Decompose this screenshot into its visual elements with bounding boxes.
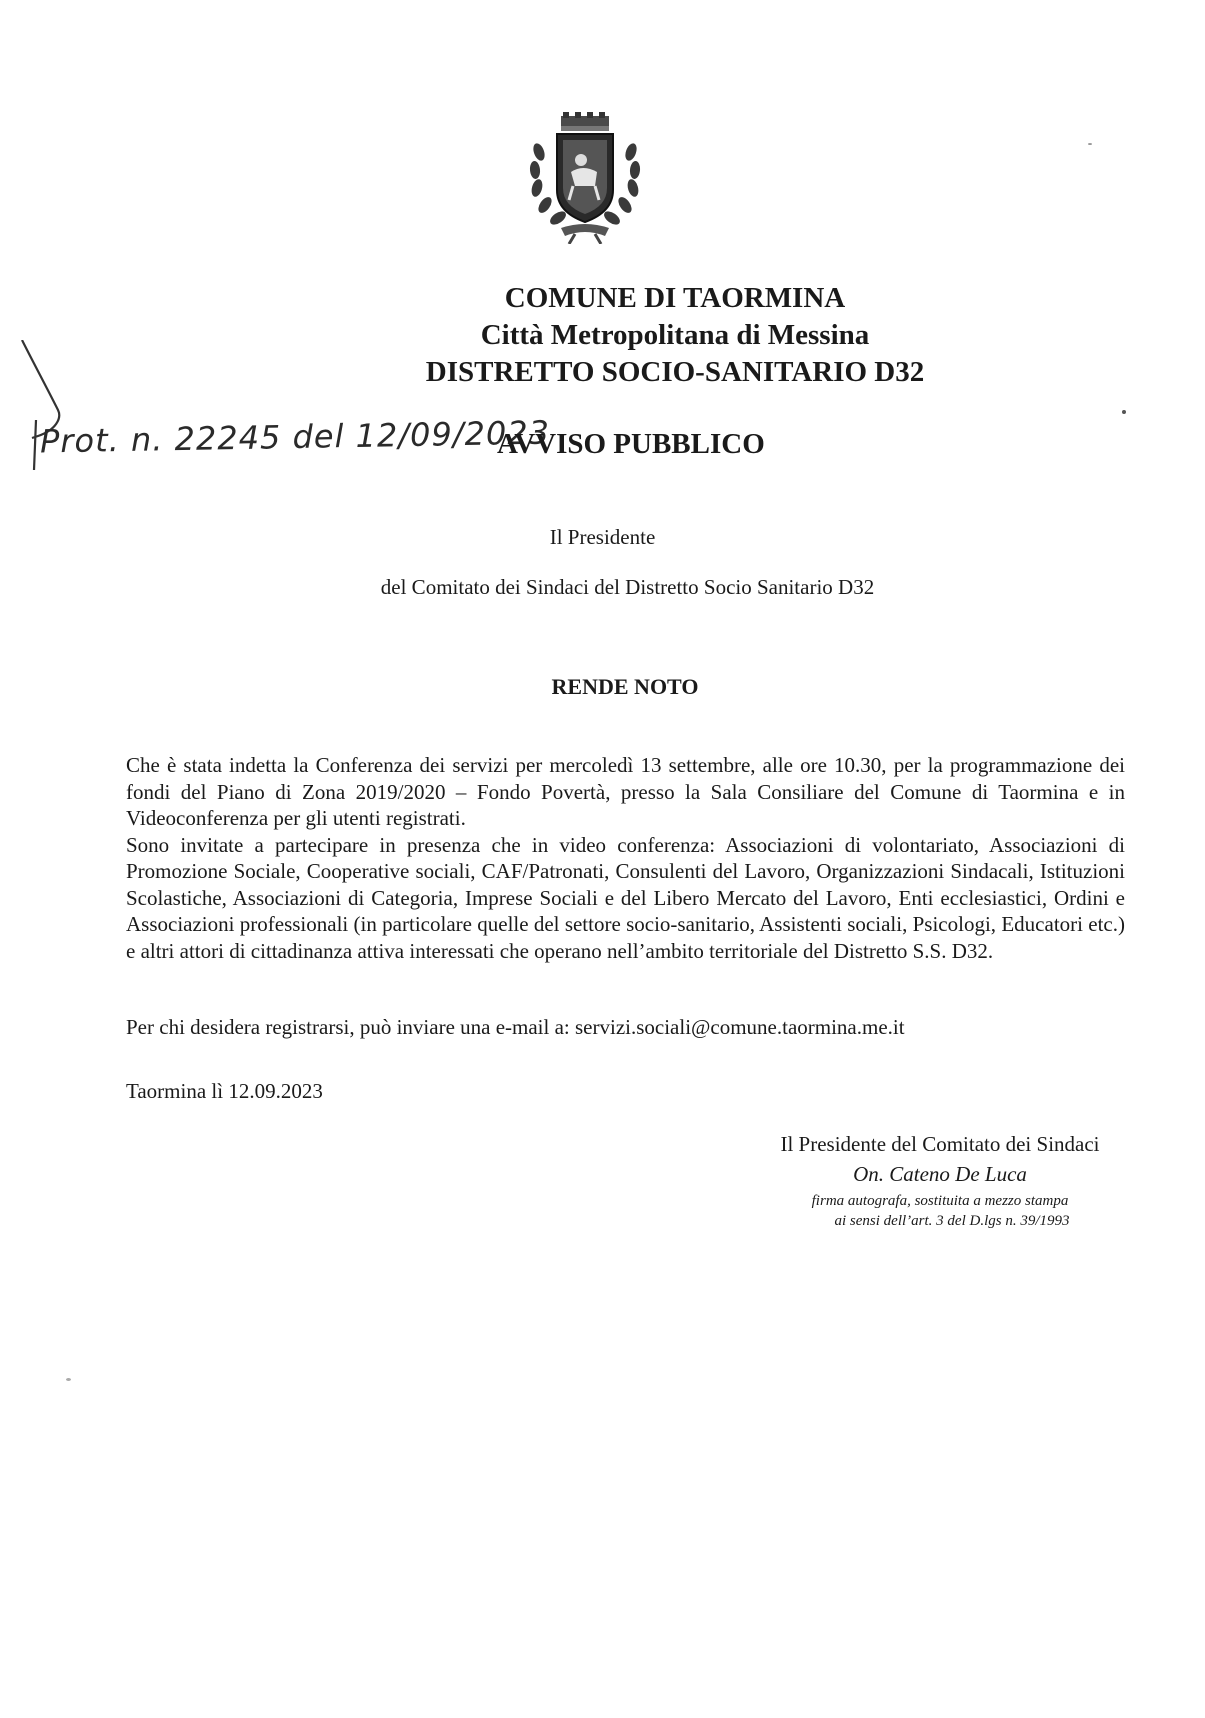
announcement-body: [126, 752, 1125, 964]
header-metro-city: Città Metropolitana di Messina: [480, 319, 870, 351]
signature-title: Il Presidente del Comitato dei Sindaci: [780, 1132, 1100, 1156]
registration-email-line: Per chi desidera registrarsi, può inviare una e-mail a: servizi.sociali@comune.taormina.me.it: [126, 1015, 905, 1039]
header-district: DISTRETTO SOCIO-SANITARIO D32: [425, 356, 925, 388]
rende-noto-heading: RENDE NOTO: [551, 674, 699, 699]
signature-note: firma autografa, sostituita a mezzo stampa: [811, 1193, 1069, 1209]
place-date: Taormina lì 12.09.2023: [126, 1079, 323, 1103]
president-heading: Il Presidente: [549, 525, 656, 549]
signature-name: On. Cateno De Luca: [853, 1162, 1027, 1186]
scan-speck: [1088, 143, 1092, 145]
signature-legal-reference: ai sensi dell’art. 3 del D.lgs n. 39/1993: [834, 1213, 1070, 1229]
scan-speck: [66, 1378, 71, 1381]
coat-of-arms-icon: [525, 112, 645, 244]
president-committee: del Comitato dei Sindaci del Distretto Socio Sanitario D32: [380, 575, 875, 599]
protocol-number-handwriting: Prot. n. 22245 del 12/09/2023: [39, 413, 551, 461]
paragraph-invitees: Sono invitate a partecipare in presenza che in video conferenza: Associazioni di volontariato, Associazioni di Promozione Sociale, Cooperative sociali, CAF/Patronati, Consulenti del Lavoro, Organizzazioni Sindacali, Istituzioni Scolastiche, Associazioni di Categoria, Imprese Sociali e del Libero Mercato del Lavoro, Enti ecclesiastici, Ordini e Associazioni professionali (in particolare quelle del settore socio-sanitario, Assistenti sociali, Psicologi, Educatori etc.) e altri attori di cittadinanza attiva interessati che operano nell’ambito territoriale del Distretto S.S. D32.: [126, 832, 1125, 963]
scan-speck: [1122, 410, 1126, 414]
header-municipality: COMUNE DI TAORMINA: [504, 282, 846, 314]
document-title: AVVISO PUBBLICO: [497, 428, 765, 460]
paragraph-conference: Che è stata indetta la Conferenza dei servizi per mercoledì 13 settembre, alle ore 10.30, per la programmazione dei fondi del Piano di Zona 2019/2020 – Fondo Povertà, presso la Sala Consiliare del Comune di Taormina e in Videoconferenza per gli utenti registrati.: [126, 753, 1125, 830]
